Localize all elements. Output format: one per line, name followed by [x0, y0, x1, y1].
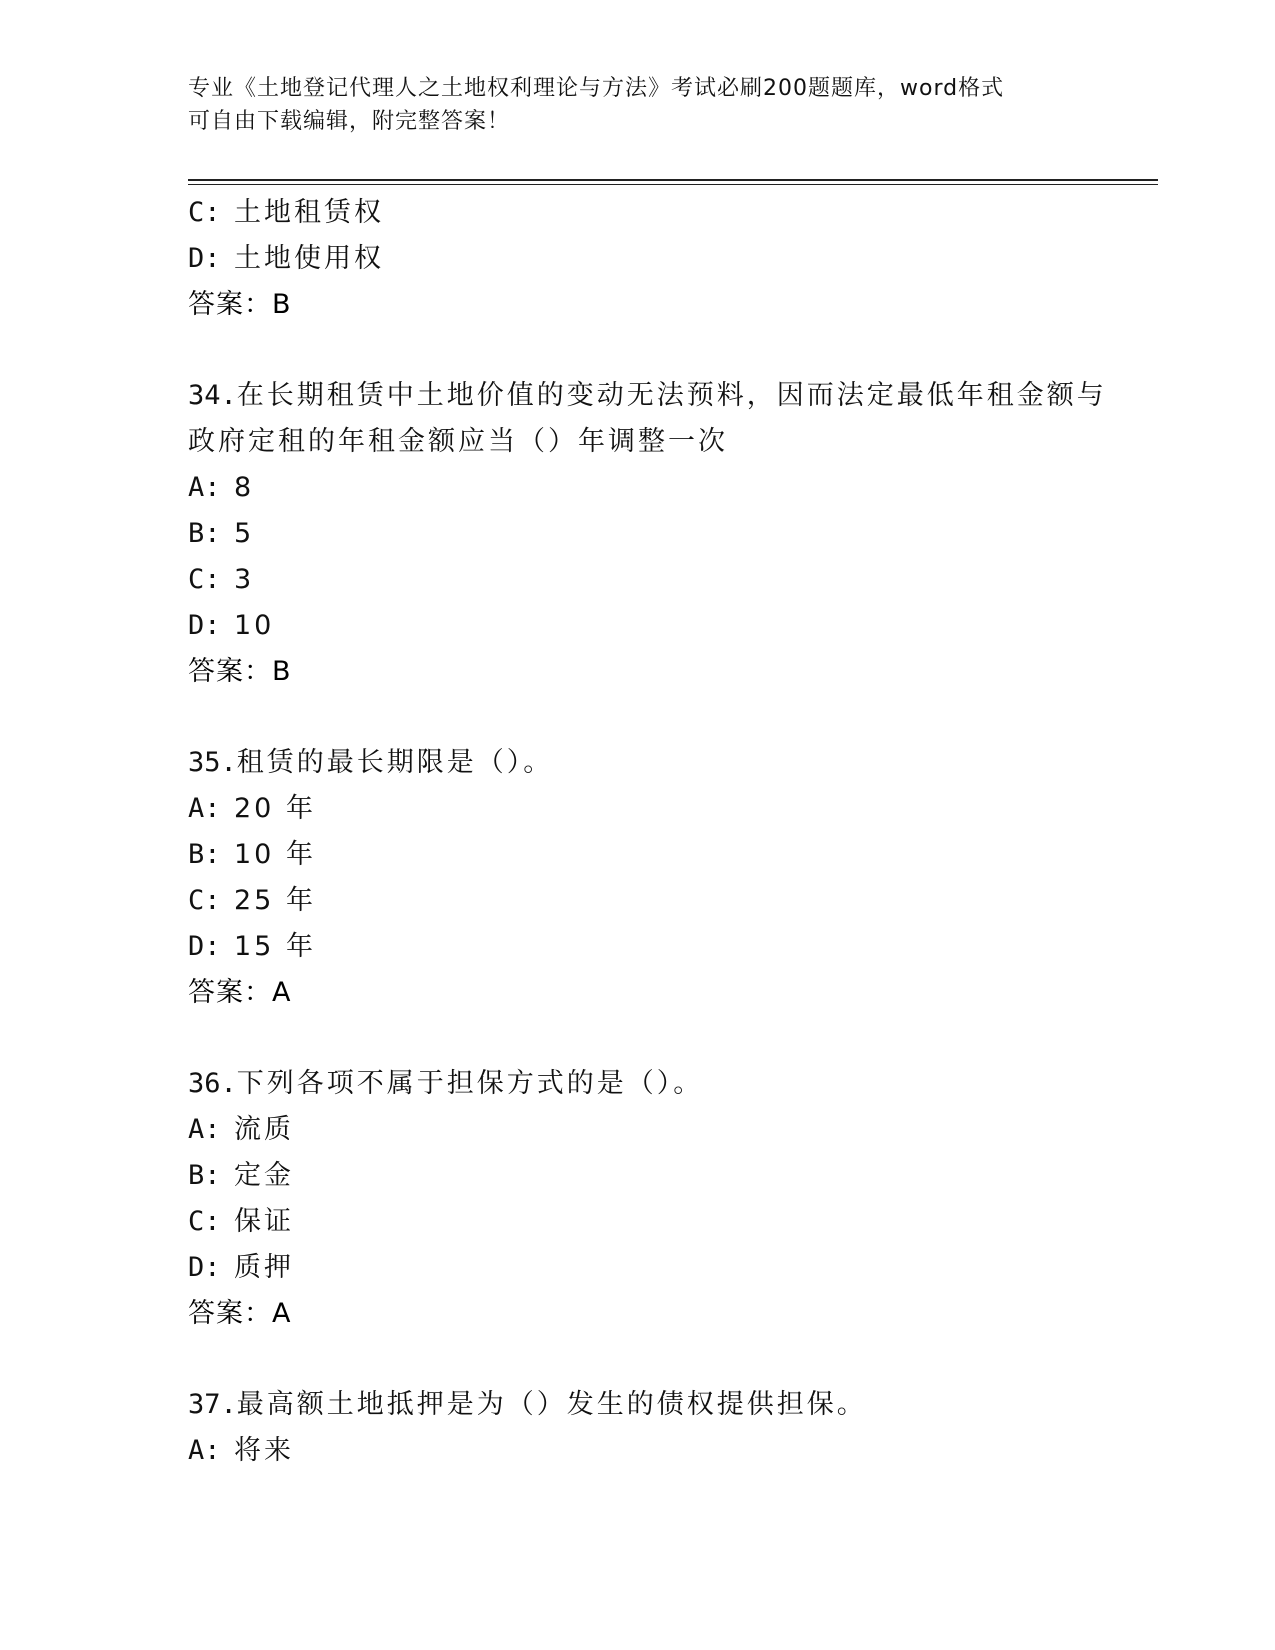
option-letter: A:	[188, 472, 221, 503]
answer-line	[188, 282, 1148, 328]
option-letter: A:	[188, 1114, 221, 1145]
answer-value: A	[272, 1298, 292, 1329]
spacer	[188, 1337, 1148, 1382]
option-text: 土地使用权	[234, 243, 384, 274]
option-text: 保证	[234, 1206, 294, 1237]
option-d	[188, 603, 1148, 649]
option-b	[188, 511, 1148, 557]
option-letter: C:	[188, 885, 221, 916]
option-text: 定金	[234, 1160, 294, 1191]
header-line-2: 可自由下载编辑，附完整答案！	[188, 109, 511, 134]
option-letter: D:	[188, 243, 221, 274]
option-letter: C:	[188, 564, 221, 595]
answer-label: 答案：	[188, 977, 272, 1008]
option-text: 25 年	[234, 885, 316, 916]
option-letter: A:	[188, 1435, 221, 1466]
option-letter: C:	[188, 197, 221, 228]
option-text: 10	[234, 610, 275, 641]
question-text: 租赁的最长期限是（）。	[236, 747, 554, 778]
answer-line	[188, 649, 1148, 695]
option-letter: C:	[188, 1206, 221, 1237]
option-text: 15 年	[234, 931, 316, 962]
question-text-line-2: 政府定租的年租金额应当（）年调整一次	[188, 426, 728, 457]
question-number: 37.	[188, 1389, 237, 1420]
question-text: 最高额土地抵押是为（）发生的债权提供担保。	[236, 1389, 867, 1420]
option-letter: B:	[188, 518, 221, 549]
header-divider-thin	[188, 184, 1158, 185]
option-text: 5	[234, 518, 255, 549]
question-number: 34.	[188, 380, 237, 411]
question-number: 36.	[188, 1068, 237, 1099]
answer-value: A	[272, 977, 292, 1008]
answer-label: 答案：	[188, 289, 272, 320]
option-a	[188, 1107, 1148, 1153]
question-35	[188, 740, 1148, 786]
option-letter: B:	[188, 839, 221, 870]
answer-line	[188, 1291, 1148, 1337]
answer-label: 答案：	[188, 656, 272, 687]
option-letter: D:	[188, 931, 221, 962]
question-text: 在长期租赁中土地价值的变动无法预料，因而法定最低年租金额与	[236, 380, 1107, 411]
option-b	[188, 832, 1148, 878]
spacer	[188, 328, 1148, 373]
question-text-line-1	[188, 373, 1148, 419]
answer-label: 答案：	[188, 1298, 272, 1329]
option-c	[188, 1199, 1148, 1245]
answer-value: B	[272, 656, 292, 687]
answer-line	[188, 970, 1148, 1016]
question-36	[188, 1061, 1148, 1107]
option-a	[188, 786, 1148, 832]
option-c	[188, 557, 1148, 603]
option-text: 20 年	[234, 793, 316, 824]
option-text: 3	[234, 564, 255, 595]
option-letter: D:	[188, 610, 221, 641]
option-text: 10 年	[234, 839, 316, 870]
header-line-1: 专业《土地登记代理人之土地权利理论与方法》考试必刷200题题库，word格式	[188, 76, 1005, 101]
option-text: 土地租赁权	[234, 197, 384, 228]
option-c	[188, 878, 1148, 924]
option-d	[188, 924, 1148, 970]
option-b	[188, 1153, 1148, 1199]
option-d	[188, 1245, 1148, 1291]
option-a	[188, 465, 1148, 511]
document-header	[188, 72, 1088, 138]
question-text: 下列各项不属于担保方式的是（）。	[236, 1068, 704, 1099]
question-37	[188, 1382, 1148, 1428]
option-text: 8	[234, 472, 255, 503]
option-letter: D:	[188, 1252, 221, 1283]
spacer	[188, 695, 1148, 740]
option-letter: B:	[188, 1160, 221, 1191]
option-d	[188, 236, 1148, 282]
option-letter: A:	[188, 793, 221, 824]
spacer	[188, 1016, 1148, 1061]
answer-value: B	[272, 289, 292, 320]
option-text: 质押	[234, 1252, 294, 1283]
option-text: 将来	[234, 1435, 294, 1466]
header-divider-thick	[188, 179, 1158, 181]
option-a	[188, 1428, 1148, 1474]
question-34	[188, 373, 1148, 465]
option-text: 流质	[234, 1114, 294, 1145]
option-c	[188, 190, 1148, 236]
question-number: 35.	[188, 747, 237, 778]
document-body	[188, 190, 1148, 1474]
